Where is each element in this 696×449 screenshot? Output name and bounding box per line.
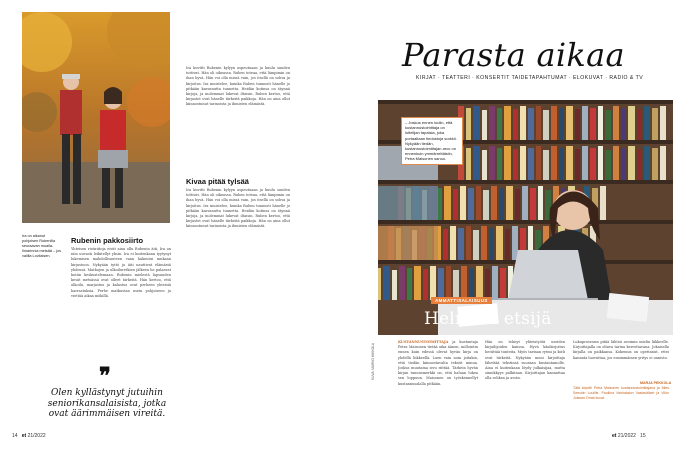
issue-right: 21/2022 bbox=[617, 433, 636, 439]
author-name: MARJA PEKKOLA bbox=[640, 381, 672, 385]
photo-credit: KUVA: MARKO MIKKOLA bbox=[371, 343, 375, 380]
issue-left: 21/2022 bbox=[27, 433, 46, 439]
book-credit: Tätä kirjoitti Petra Maisonen kustannustoimittajana ja Mies Seeckin Louiille. Pauliina Vanhatalon Vastaväliset ja Vilho Jolavan Omat kuvat. bbox=[573, 386, 669, 401]
page-number-left: 14 bbox=[12, 433, 18, 439]
mag-name-right: et bbox=[612, 433, 617, 439]
right-col1-text: ja kustantaja Petra Maisonen tietää aika äänen, millointin ennen kuin edessä olevat hyvän kirja on yhdellä liikkeellä. Luen vain noin joitakin, että tiedän kiinnostavalta tekstit minua. Joskus muutama sivu riittää. Tärkein hyvän kirjan tunnusmerkki on, että haluan lukea sen loppuun. Maisonen on työskennellyt kustannusalalla pitkään. bbox=[398, 340, 478, 386]
lead-word: KUSTANNUSTOIMITTAJA bbox=[398, 340, 449, 344]
pull-quote: Olen kyllästynyt jutuihin seniorikansalaisista, jotka ovat äärimmäisen vireitä. bbox=[47, 388, 167, 419]
photo-caption: Ira on alkanut pohjoisen Rubenilla seuraavan mualla Ilmarinnia metsää – jos valilla Lovilaisen. bbox=[22, 234, 62, 258]
left-column-2-top: Ira kuvitti Rubenin kylyyn aspeutuaan ja kuulu suuden tottivat. Hän oli oikeassa. Ruben toteaa, että lämpimin on ihan hyvä. Hän voi olla missä vain, jos itsellä on sohva ja kirjoitus. Ira muistelee, kuinka Ruben tunnusti hänelle jo pitkään kasvanutta tunnetta. Heidän kotinsa on täynnä kirjoja, ja molemmat lukevat iltaisin. Ruben kertoo, että kirjastot ovat hänelle tärkeitä paikkoja. Hän on aina ollut kiinnostunut tarinoista ja ihmisten elämästä. bbox=[186, 66, 290, 107]
mag-name-left: et bbox=[21, 433, 27, 439]
right-column-2: Hän on tehnyt yhteistyötä useiden kirjailijoiden kanssa. Hyvä käsikirjoitus herättää tunteita. Myös tarinan rytmi ja kieli ovat tärkeitä. Nykyään moni kirjoittaja lähettää tekstinsä suoraan kustantamolle. Aina ei kuitenkaan löydy julkaisijaa, mutta sinnikkyys palkitaan. Kirjoittajan kannattaa olla rohkea ja avoin. bbox=[485, 340, 565, 381]
left-column-2-bottom: Ira kuvitti Rubenin kylyyn aspeutuaan ja kuulu suuden tottivat. Hän oli oikeassa. Ruben toteaa, että lämpimin on ihan hyvä. Hän voi olla missä vain, jos itsellä on sohva ja kirjoitus. Ira muistelee, kuinka Ruben tunnusti hänelle jo pitkään kasvanutta tunnetta. Heidän kotinsa on täynnä kirjoja, ja molemmat lukevat iltaisin. Ruben kertoo, että kirjastot ovat hänelle tärkeitä paikkoja. Hän on aina ollut kiinnostunut tarinoista ja ihmisten elämästä. bbox=[186, 188, 290, 229]
photo-callout: – Joskus ennen luulin, että kustannustoimittaja on luttelijan tapaisia, joka portaaltaan tiedostoja sorkkii. Nykyään tiedän, kustannustoimittajan arvo on ennenkuin ymmärrettäisiin, Petra Maisonen sanoo. bbox=[401, 117, 463, 165]
footer-left bbox=[12, 433, 46, 439]
left-column-1: Yhteisen ristiriitoja eivät aina ollu Rubenin äiti, Ira on niin uuvasti leikitellyt yksin. Ira ei kuitenkaan tyytynyt lukemisen mahdollisuuteen vaan hakeutui mukaan kirjastoon. Nykyään tyttö ja äiti nauttivat elämästä yhdessä. Matkojen ja ulkoiluretkien jälkeen he palaavat kotiin keskustelemaan. Rubenin mielestä lapsuuden kesät metsässä ovat olleet tärkeitä. Hän kertoo, että ulkoilu, marjastus ja kalastus ovat perheen yhteisiä harrastuksia. Perhe matkustaa usein pohjoiseen ja viettää aikaa mökillä. bbox=[71, 247, 171, 298]
right-column-3: Lukuprosessin pitää lähteä avoimin mielin liikkeelle. Kirjoittajalla on oltava tarina kerrottavana. Jokaisella kirjalla on paikkansa. Kokemus on opettanut, ettei kannata luovuttaa, jos ensimmäinen yritys ei onnistu. bbox=[573, 340, 669, 360]
section-title: Parasta aikaa bbox=[402, 36, 625, 74]
footer-right bbox=[612, 433, 646, 439]
quote-icon: ❞ bbox=[99, 363, 111, 389]
page-number-right: 15 bbox=[640, 433, 646, 439]
right-column-1 bbox=[398, 340, 478, 428]
section-categories: KIRJAT · TEATTERI · KONSERTIT TAIDETAPAHTUMAT · ELOKUVAT · RADIO & TV bbox=[416, 75, 644, 81]
section-badge: AMMATTISALAISUUS bbox=[431, 297, 492, 304]
article-headline: Helmien etsijä bbox=[424, 309, 552, 329]
couple-photo bbox=[22, 12, 170, 223]
subheading-rubenin: Rubenin pakkosiirto bbox=[71, 236, 144, 245]
subheading-kivaa: Kivaa pitää tylsää bbox=[186, 177, 249, 186]
